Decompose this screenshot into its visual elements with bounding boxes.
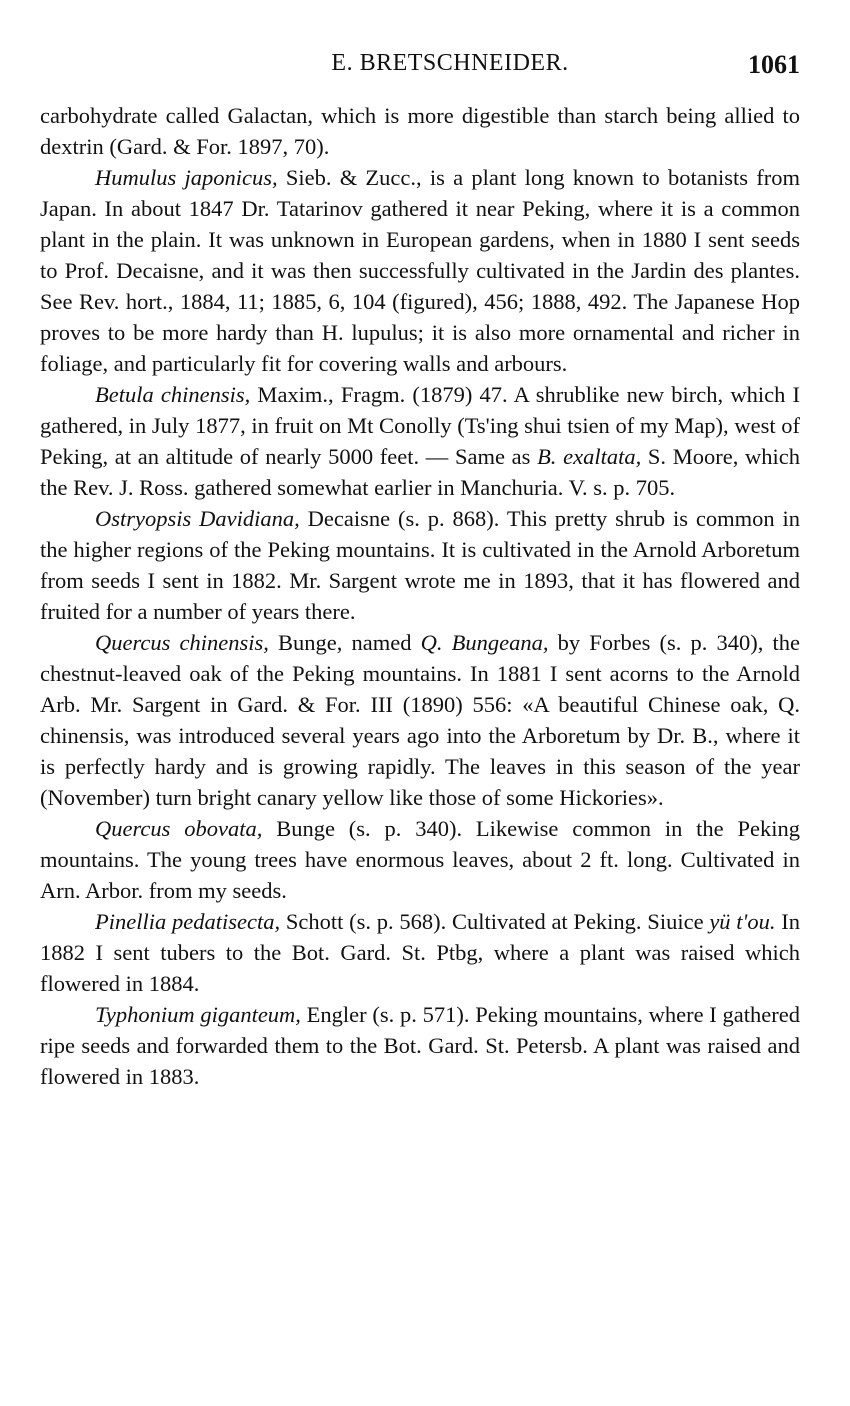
paragraph-text: Engler (s. p. 571). Peking mountains, where I gathered ripe seeds and forwarded them to the Bot. Gard. St. Petersb. A plant was raised and flowered in 1883.: [40, 1002, 800, 1089]
paragraph-text: Bunge, named: [268, 630, 421, 655]
species-name: Humulus japonicus,: [95, 165, 278, 190]
paragraph-text: Maxim., Fragm. (1879) 47. A shrublike new birch, which I gathered, in July 1877, in fruit on Mt Conolly (Ts'ing shui tsien of my Map), west of Peking, at an altitude of nearly 5000 feet. — Same as: [40, 382, 800, 469]
paragraph: [40, 162, 800, 379]
running-head: E. BRETSCHNEIDER.: [331, 50, 569, 76]
paragraph: [40, 813, 800, 906]
species-name: B. exaltata,: [537, 444, 642, 469]
paragraph-text: Bunge (s. p. 340). Likewise common in the Peking mountains. The young trees have enormous leaves, about 2 ft. long. Cultivated in Arn. Arbor. from my seeds.: [40, 816, 800, 903]
paragraph: [40, 379, 800, 503]
paragraph-text: S. Moore, which the Rev. J. Ross. gathered somewhat earlier in Manchuria. V. s. p. 705.: [40, 444, 800, 500]
species-name: Q. Bungeana,: [420, 630, 549, 655]
paragraph: [40, 627, 800, 813]
species-name: Typhonium giganteum,: [95, 1002, 301, 1027]
paragraph: [40, 503, 800, 627]
species-name: Pinellia pedatisecta,: [95, 909, 281, 934]
page-number: 1061: [748, 50, 800, 79]
paragraph-text: by Forbes (s. p. 340), the chestnut-leaved oak of the Peking mountains. In 1881 I sent acorns to the Arnold Arb. Mr. Sargent in Gard. & For. III (1890) 556: «A beautiful Chinese oak, Q. chinensis, was introduced several years ago into the Arboretum by Dr. B., where it is perfectly hardy and is growing rapidly. The leaves in this season of the year (November) turn bright canary yellow like those of some Hickories».: [40, 630, 801, 810]
paragraph-text: carbohydrate called Galactan, which is more digestible than starch being allied to dextrin (Gard. & For. 1897, 70).: [40, 103, 800, 159]
paragraph-text: In 1882 I sent tubers to the Bot. Gard. St. Ptbg, where a plant was raised which flowered in 1884.: [40, 909, 800, 996]
species-name: Ostryopsis Davidiana,: [95, 506, 300, 531]
paragraph: [40, 906, 800, 999]
paragraph-text: Schott (s. p. 568). Cultivated at Peking. Siuice: [280, 909, 710, 934]
body-text: [40, 100, 800, 1092]
species-name: Quercus chinensis,: [95, 630, 269, 655]
paragraph-text: Decaisne (s. p. 868). This pretty shrub is common in the higher regions of the Peking mountains. It is cultivated in the Arnold Arboretum from seeds I sent in 1882. Mr. Sargent wrote me in 1893, that it has flowered and fruited for a number of years there.: [40, 506, 800, 624]
page-header: [40, 50, 800, 90]
species-name: Quercus obovata,: [95, 816, 263, 841]
paragraph: [40, 999, 800, 1092]
paragraph: [40, 100, 800, 162]
paragraph-text: Sieb. & Zucc., is a plant long known to botanists from Japan. In about 1847 Dr. Tatarinov gathered it near Peking, where it is a common plant in the plain. It was unknown in European gardens, when in 1880 I sent seeds to Prof. Decaisne, and it was then successfully cultivated in the Jardin des plantes. See Rev. hort., 1884, 11; 1885, 6, 104 (figured), 456; 1888, 492. The Japanese Hop proves to be more hardy than H. lupulus; it is also more ornamental and richer in foliage, and particularly fit for covering walls and arbours.: [40, 165, 800, 376]
species-name: Betula chinensis,: [95, 382, 251, 407]
species-name: yü t'ou.: [709, 909, 776, 934]
